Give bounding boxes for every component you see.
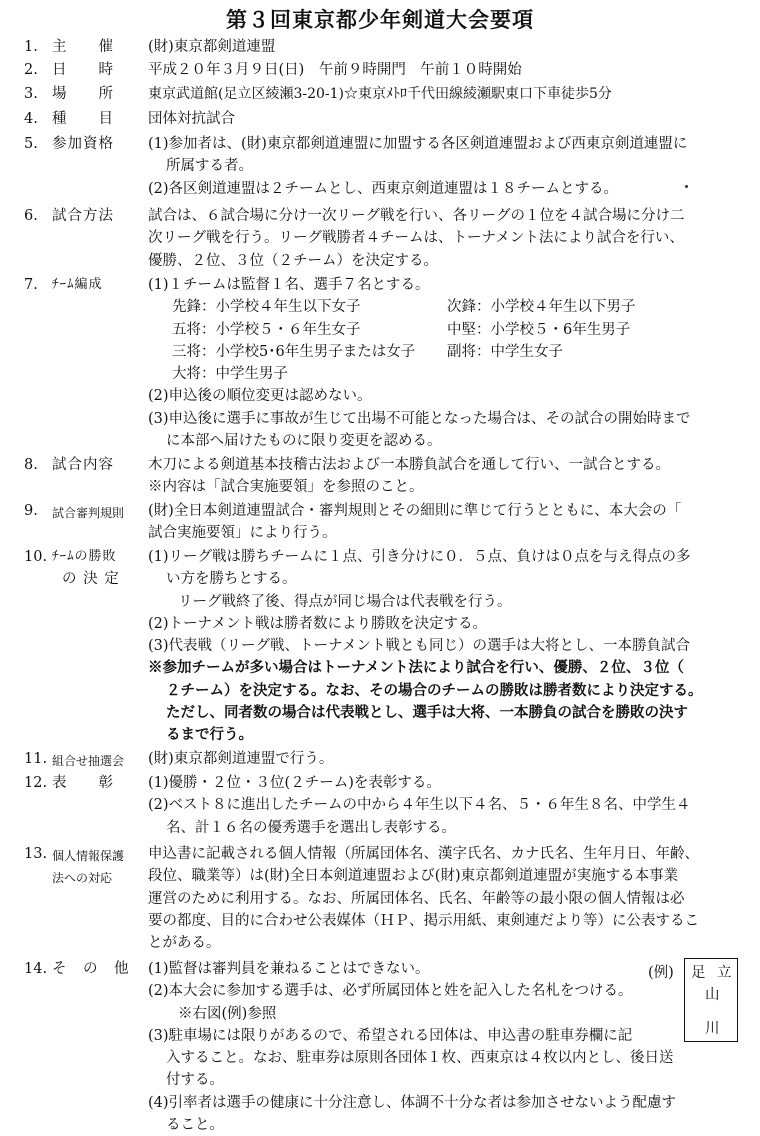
text-line: ること。 (166, 1117, 224, 1134)
text-line: い方を勝ちとする。 (166, 571, 297, 588)
section-number: 7. (24, 277, 38, 293)
position-senpo: 先鋒：小学校４年生以下女子 (172, 299, 361, 316)
section-number: 9. (24, 503, 38, 519)
section-number: 8. (24, 457, 38, 473)
section-body (148, 843, 748, 954)
nametag-char: 足 (691, 965, 706, 981)
section-label: 試合内容 (52, 457, 114, 473)
section-label-2: の 決 定 (62, 571, 120, 587)
text-line: (1)参加者は、(財)東京都剣道連盟に加盟する各区剣道連盟および西東京剣道連盟に (148, 136, 688, 152)
text-line-emphasis: るまで行う。 (166, 726, 253, 744)
text-line: (財)全日本剣道連盟試合・審判規則とその細則に準じて行うとともに、本大会の「 (148, 503, 682, 519)
text-line: (4)引率者は選手の健康に十分注意し、体調不十分な者は参加させないよう配慮す (148, 1094, 677, 1111)
section-number: 5. (24, 136, 38, 152)
text-line-emphasis: ただし、同者数の場合は代表戦とし、選手は大将、一本勝負の試合を勝敗の決す (166, 704, 688, 722)
section-label: 参加資格 (52, 136, 114, 152)
text-line: (1)１チームは監督１名、選手７名とする。 (148, 277, 430, 293)
section-body (148, 546, 748, 747)
text-line: ※内容は「試合実施要領」を参照のこと。 (148, 479, 424, 496)
section-label: 表 彰 (52, 775, 114, 791)
section-body (148, 133, 748, 200)
text-line: (2)申込後の順位変更は認めない。 (148, 388, 372, 405)
section-label: ﾁｰﾑ編成 (52, 277, 103, 292)
section-number: 12. (24, 775, 48, 791)
section-number: 14. (24, 961, 48, 977)
text-line: (2)各区剣道連盟は２チームとし、西東京剣道連盟は１８チームとする。 (148, 180, 619, 197)
nametag-example (684, 958, 738, 1042)
section-body (148, 36, 748, 58)
example-label: (例) (648, 965, 674, 981)
position-chuken: 中堅：小学校５・6年生男子 (447, 321, 631, 338)
section-label: 場 所 (52, 86, 114, 102)
position-sansho: 三将：小学校5･6年生男子または女子 (172, 343, 416, 360)
text-line: 平成２０年３月９日(日) 午前９時開門 午前１０時開始 (148, 62, 522, 78)
section-label: そ の 他 (52, 961, 130, 977)
text-line: (3)申込後に選手に事故が生じて出場不可能となった場合は、その試合の開始時まで (148, 410, 691, 427)
section-body (148, 772, 748, 839)
section-number: 10. (24, 549, 48, 565)
section-body (148, 108, 748, 130)
nametag-char: 山 (705, 987, 720, 1003)
text-line: 運営のために利用する。なお、所属団体名、氏名、年齢等の最小限の個人情報は必 (148, 890, 685, 907)
text-line: (3)駐車場には限りがあるので、希望される団体は、申込書の駐車券欄に記 (148, 1027, 633, 1044)
section-body (148, 500, 748, 545)
section-number: 13. (24, 846, 48, 862)
text-line: 段位、職業等）は(財)全日本剣道連盟および(財)東京都剣道連盟が実施する本事業 (148, 868, 679, 885)
scan-speck (685, 185, 688, 188)
position-fukusho: 副将：中学生女子 (447, 343, 563, 360)
text-line: 名、計１６名の優秀選手を選出し表彰する。 (166, 819, 456, 836)
section-label-1: 個人情報保護 (52, 849, 125, 863)
section-label: 試合方法 (52, 208, 114, 224)
text-line: 東京武道館(足立区綾瀬3-20-1)☆東京ﾒﾄﾛ千代田線綾瀬駅東口下車徒歩5分 (148, 86, 612, 102)
text-line: リーグ戦終了後、得点が同じ場合は代表戦を行う。 (178, 593, 512, 610)
page-title: 第３回東京都少年剣道大会要項 (226, 7, 534, 32)
section-body (148, 205, 748, 272)
section-number: 2. (24, 62, 38, 78)
text-line-emphasis: ※参加チームが多い場合はトーナメント法により試合を行い、優勝、２位、３位（ (148, 659, 684, 677)
section-number: 11. (24, 751, 48, 767)
text-line: 要の都度、目的に合わせ公表媒体（ＨＰ、掲示用紙、東剣連だより等）に公表するこ (148, 912, 699, 929)
text-line: (財)東京都剣道連盟で行う。 (148, 751, 334, 767)
section-number: 6. (24, 208, 38, 224)
section-number: 1. (24, 39, 38, 55)
nametag-char: 立 (717, 965, 732, 981)
section-number: 4. (24, 111, 38, 127)
text-line: 付する。 (166, 1072, 224, 1089)
section-body (148, 958, 748, 1136)
position-table (148, 296, 748, 385)
section-label: 試合審判規則 (52, 506, 125, 520)
position-taisho: 大将：中学生男子 (172, 366, 288, 383)
section-body (148, 59, 748, 81)
text-line: 所属する者。 (166, 158, 253, 175)
text-line: (1)監督は審判員を兼ねることはできない。 (148, 961, 430, 977)
nametag-char: 川 (705, 1021, 720, 1037)
section-label-2: 法への対応 (52, 871, 113, 885)
section-number: 3. (24, 86, 38, 102)
section-body (148, 83, 748, 105)
text-line: (3)代表戦（リーグ戦、トーナメント戦とも同じ）の選手は大将とし、一本勝負試合 (148, 638, 690, 655)
section-label: 日 時 (52, 62, 114, 78)
section-body (148, 454, 748, 499)
section-label-1: ﾁｰﾑの勝敗 (52, 549, 117, 564)
text-line-emphasis: ２チーム）を決定する。なお、その場合のチームの勝敗は勝者数により決定する。 (166, 681, 703, 699)
position-jiho: 次鋒：小学校４年生以下男子 (447, 299, 636, 316)
text-line: ※右図(例)参照 (178, 1005, 277, 1022)
section-label: 組合せ抽選会 (52, 754, 125, 768)
text-line: 入すること。なお、駐車券は原則各団体１枚、西東京は４枚以内とし、後日送 (166, 1050, 674, 1067)
text-line: (1)リーグ戦は勝ちチームに１点、引き分けに０．５点、負けは０点を与え得点の多 (148, 549, 691, 565)
section-body (148, 748, 748, 770)
text-line: (2)ベスト８に進出したチームの中から４年生以下４名、５・６年生８名、中学生４ (148, 797, 691, 814)
text-line: に本部へ届けたものに限り変更を認める。 (166, 433, 442, 450)
text-line: (2)本大会に参加する選手は、必ず所属団体と姓を記入した名札をつける。 (148, 983, 633, 1000)
text-line: とがある。 (148, 935, 221, 952)
text-line: 優勝、２位、３位（２チーム）を決定する。 (148, 252, 438, 269)
text-line: 木刀による剣道基本技稽古法および一本勝負試合を通して行い、一試合とする。 (148, 457, 670, 473)
section-body (148, 274, 748, 452)
text-line: (2)トーナメント戦は勝者数により勝敗を決定する。 (148, 615, 487, 632)
section-label: 種 目 (52, 111, 114, 127)
text-line: 次リーグ戦を行う。リーグ戦勝者４チームは、トーナメント法により試合を行い、 (148, 230, 684, 247)
text-line: 試合実施要領」により行う。 (148, 525, 337, 542)
section-label: 主 催 (52, 39, 114, 55)
position-empty (447, 363, 727, 385)
text-line: 試合は、６試合場に分け一次リーグ戦を行い、各リーグの１位を４試合場に分け二 (148, 208, 685, 224)
text-line: 申込書に記載される個人情報（所属団体名、漢字氏名、カナ氏名、生年月日、年齢、 (148, 846, 699, 862)
text-line: 団体対抗試合 (148, 111, 235, 127)
text-line: (財)東京都剣道連盟 (148, 39, 276, 55)
text-line: (1)優勝・２位・３位(２チーム)を表彰する。 (148, 775, 441, 791)
position-gosho: 五将：小学校５・６年生女子 (172, 321, 361, 338)
